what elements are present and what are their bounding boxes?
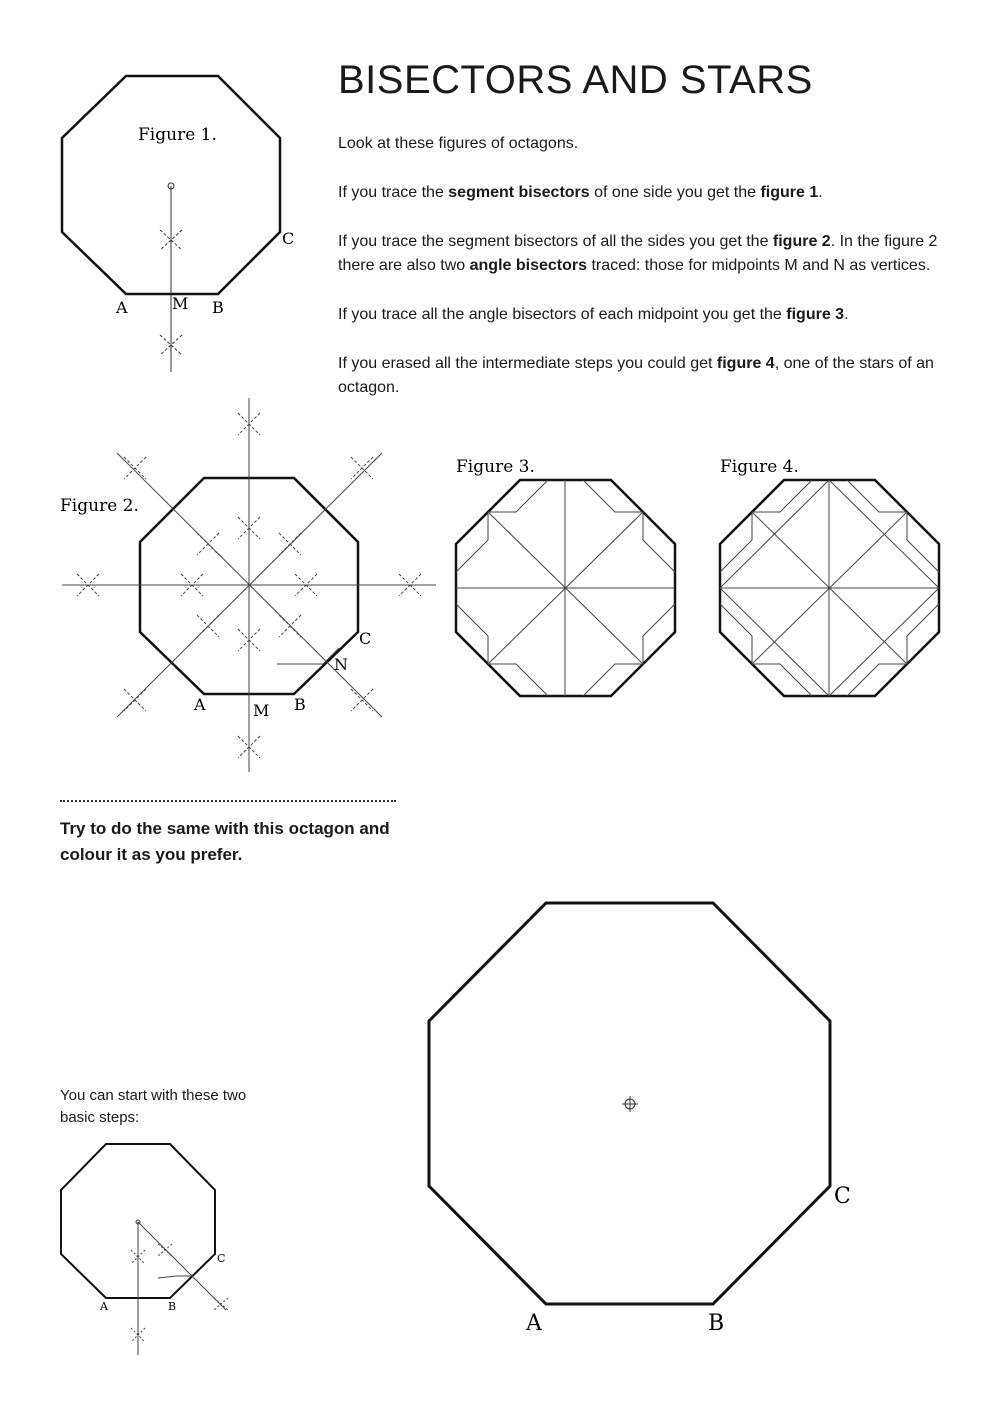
figure-2-point-a: A (194, 695, 206, 714)
text-run: . (818, 184, 823, 201)
figure-4-star-lines (720, 480, 939, 696)
text-run: of one side you get the (589, 184, 761, 201)
hint-text: You can start with these two basic steps: (60, 1087, 247, 1126)
figure-2 (60, 398, 436, 772)
text-run: If you trace the segment bisectors of all the sides you get the (338, 233, 773, 250)
figure-4-label: Figure 4. (720, 457, 799, 477)
intro-paragraph-1: Look at these figures of octagons. (338, 135, 579, 152)
text-run: If you trace all the angle bisectors of each midpoint you get the (338, 306, 787, 323)
figure-2-bisector-lines (62, 398, 436, 772)
text-run: . (844, 306, 849, 323)
bold-term: angle bisectors (469, 257, 587, 274)
figure-3 (456, 457, 675, 696)
figure-3-label: Figure 3. (456, 457, 535, 477)
big-octagon-center-mark (622, 1096, 638, 1112)
figure-2-point-m: M (253, 701, 270, 720)
figure-1-point-a: A (116, 298, 128, 317)
figure-3-lines (456, 480, 675, 696)
figure-1-point-c: C (282, 229, 295, 248)
small-example-figure (61, 1144, 228, 1355)
text-run: If you trace the (338, 184, 449, 201)
bold-term: figure 1 (760, 184, 819, 201)
figure-4 (720, 457, 939, 696)
big-octagon-figure[interactable] (429, 903, 851, 1336)
figure-2-point-c: C (359, 629, 372, 648)
bold-term: figure 4 (716, 355, 775, 372)
text-run: . In the figure 2 there are also two (338, 233, 938, 274)
bold-term: figure 2 (772, 233, 831, 250)
figure-1 (62, 76, 294, 372)
text-run: traced: those for midpoints M and N as vertices. (587, 257, 931, 274)
figure-2-point-n: N (334, 655, 348, 674)
figure-2-point-b: B (294, 695, 306, 714)
small-octagon-point-a: A (100, 1300, 108, 1313)
text-run: If you erased all the intermediate steps you could get (338, 355, 717, 372)
figure-2-label: Figure 2. (60, 496, 139, 516)
page-title: BISECTORS AND STARS (338, 58, 813, 102)
big-octagon-point-b: B (708, 1311, 725, 1336)
task-instruction: Try to do the same with this octagon and colour it as you prefer. (60, 819, 390, 864)
small-octagon-point-b: B (168, 1300, 177, 1313)
bold-term: figure 3 (786, 306, 845, 323)
big-octagon-point-a: A (526, 1311, 542, 1336)
small-octagon-arc-marks (131, 1244, 228, 1342)
bold-term: segment bisectors (448, 184, 590, 201)
figure-1-label: Figure 1. (138, 125, 217, 145)
small-octagon-point-c: C (217, 1252, 226, 1265)
figure-1-point-b: B (212, 298, 224, 317)
text-run: , one of the stars of an octagon. (338, 355, 934, 396)
figure-1-point-m: M (172, 294, 189, 313)
big-octagon-point-c: C (834, 1184, 851, 1209)
